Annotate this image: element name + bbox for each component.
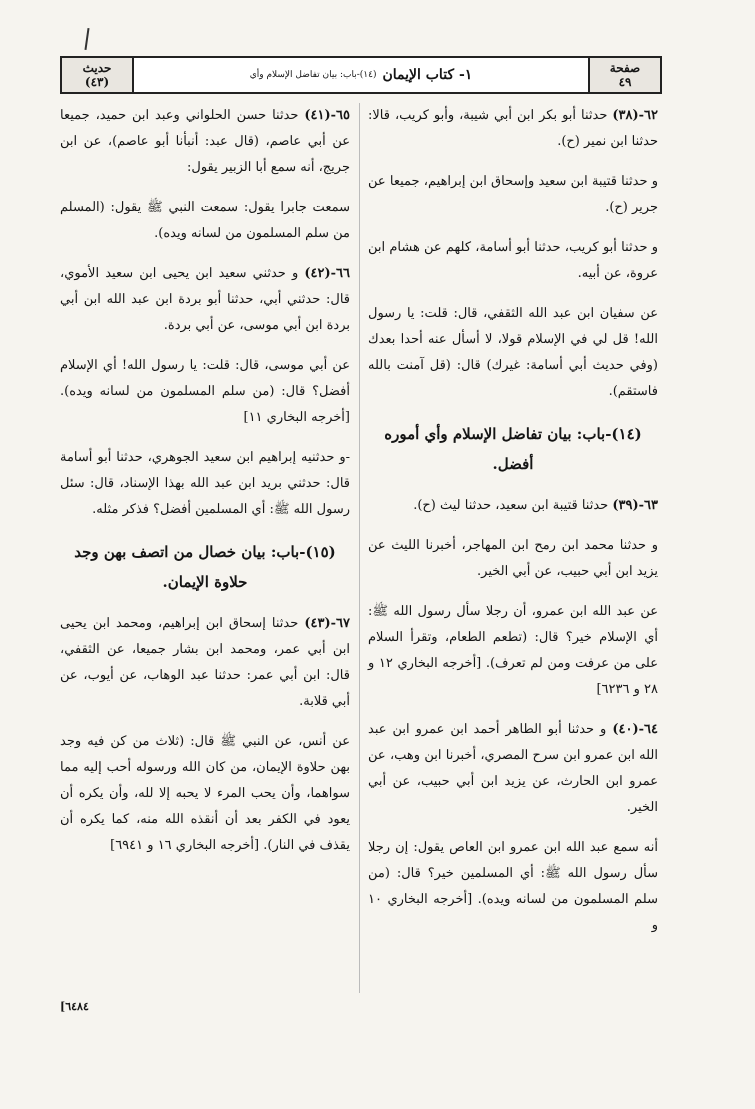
column-divider (359, 103, 360, 993)
hadith-number-box (62, 58, 134, 92)
hadith-text: -و حدثنيه إبراهيم ابن سعيد الجوهري، حدثنا أبو أسامة قال: حدثني بريد ابن عبد الله بهذا الإسناد، قال: سئل رسول الله ﷺ: أي المسلمين أفضل؟ فذكر مثله. (60, 450, 350, 517)
page-number: ٤٩ (618, 75, 632, 89)
book-title: ١- كتاب الإيمان (382, 67, 473, 83)
running-title (134, 58, 588, 92)
hadith-text: عن عبد الله ابن عمرو، أن رجلا سأل رسول الله ﷺ: أي الإسلام خير؟ قال: (تطعم الطعام، وتقرأ السلام على من عرفت ومن لم تعرف). [أخرجه البخاري ١٢ و ٢٨ و ٦٢٣٦] (368, 604, 658, 697)
hadith-paragraph (368, 301, 658, 405)
hadith-paragraph (368, 493, 658, 519)
chapter-reference: (١٤)-باب: بيان تفاضل الإسلام وأي (249, 70, 377, 80)
left-column (60, 103, 350, 873)
margin-pen-mark (84, 28, 89, 50)
hadith-number: ٦٣-(٣٩) (612, 498, 658, 513)
hadith-paragraph (60, 103, 350, 181)
hadith-text: حدثنا أبو بكر ابن أبي شيبة، وأبو كريب، قالا: حدثنا ابن نمير (ح). (368, 108, 658, 149)
hadith-text: و حدثنا محمد ابن رمح ابن المهاجر، أخبرنا الليث عن يزيد ابن أبي حبيب، عن أبي الخير. (368, 538, 658, 579)
continuation-note: ٦٤٨٤] (60, 1000, 89, 1013)
hadith-number: ٦٦-(٤٢) (304, 266, 351, 281)
hadith-paragraph (60, 611, 350, 715)
hadith-text: و حدثنا أبو كريب، حدثنا أبو أسامة، كلهم عن هشام ابن عروة، عن أبيه. (368, 240, 658, 281)
hadith-paragraph (368, 717, 658, 821)
hadith-paragraph (368, 835, 658, 939)
hadith-paragraph (60, 353, 350, 431)
hadith-label: حديث (82, 61, 112, 75)
hadith-text: سمعت جابرا يقول: سمعت النبي ﷺ يقول: (المسلم من سلم المسلمون من لسانه ويده). (60, 200, 350, 241)
hadith-number: ٦٢-(٣٨) (612, 108, 658, 123)
hadith-number: ٦٥-(٤١) (304, 108, 350, 123)
hadith-paragraph (368, 533, 658, 585)
hadith-text: حدثنا إسحاق ابن إبراهيم، ومحمد ابن يحيى ابن أبي عمر، ومحمد ابن بشار جميعا، عن الثقفي، قال: ابن أبي عمر: حدثنا عبد الوهاب، عن أيوب، عن أبي قلابة. (60, 616, 350, 709)
hadith-text: عن أنس، عن النبي ﷺ قال: (ثلاث من كن فيه وجد بهن حلاوة الإيمان، من كان الله ورسوله أحب إليه مما سواهما، وأن يحب المرء لا يحبه إلا لله، وأن يكره أن يعود في الكفر بعد أن أنقذه الله منه، كما يكره أن يقذف في النار). [أخرجه البخاري ١٦ و ٦٩٤١] (60, 734, 350, 853)
hadith-number: (٤٣) (84, 75, 110, 89)
hadith-text: و حدثنا أبو الطاهر أحمد ابن عمرو ابن عبد الله ابن عمرو ابن سرح المصري، أخبرنا ابن وهب، عن عمرو ابن الحارث، عن يزيد ابن أبي حبيب، عن أبي الخير. (368, 722, 658, 815)
hadith-text: عن سفيان ابن عبد الله الثقفي، قال: قلت: يا رسول الله! قل لي في الإسلام قولا، لا أسأل عنه أحدا بعدك (وفي حديث أبي أسامة: غيرك) قال: (قل آمنت بالله فاستقم). (368, 306, 658, 399)
page-number-box (588, 58, 660, 92)
hadith-number: ٦٤-(٤٠) (612, 722, 658, 737)
hadith-text: حدثنا حسن الحلواني وعبد ابن حميد، جميعا عن أبي عاصم، (قال عبد: أنبأنا أبو عاصم)، عن ابن جريج، أنه سمع أبا الزبير يقول: (60, 108, 350, 175)
hadith-text: و حدثنا قتيبة ابن سعيد وإسحاق ابن إبراهيم، جميعا عن جرير (ح). (368, 174, 658, 215)
hadith-paragraph (60, 195, 350, 247)
hadith-paragraph (368, 169, 658, 221)
hadith-paragraph (60, 729, 350, 859)
hadith-paragraph (368, 235, 658, 287)
chapter-heading-15: (١٥)-باب: بيان خصال من اتصف بهن وجد حلاوة الإيمان. (74, 543, 336, 591)
hadith-text: عن أبي موسى، قال: قلت: يا رسول الله! أي الإسلام أفضل؟ قال: (من سلم المسلمون من لسانه ويده). [أخرجه البخاري ١١] (60, 358, 350, 425)
hadith-text: أنه سمع عبد الله ابن عمرو ابن العاص يقول: إن رجلا سأل رسول الله ﷺ: أي المسلمين خير؟ قال: (من سلم المسلمون من لسانه ويده). [أخرجه البخاري ١٠ و (368, 840, 658, 933)
page-label: صفحة (609, 61, 641, 75)
hadith-paragraph (368, 599, 658, 703)
hadith-paragraph (60, 261, 350, 339)
hadith-text: و حدثني سعيد ابن يحيى ابن سعيد الأموي، قال: حدثني أبي، حدثنا أبو بردة ابن عبد الله ابن أبي بردة ابن أبي موسى، عن أبي بردة. (60, 266, 350, 333)
chapter-heading-14: (١٤)-باب: بيان تفاضل الإسلام وأي أموره أفضل. (384, 425, 642, 473)
page-header (60, 56, 662, 94)
hadith-text: حدثنا قتيبة ابن سعيد، حدثنا ليث (ح). (413, 498, 609, 513)
hadith-paragraph (60, 445, 350, 523)
hadith-paragraph (368, 103, 658, 155)
hadith-number: ٦٧-(٤٣) (304, 616, 350, 631)
right-column (368, 103, 658, 953)
